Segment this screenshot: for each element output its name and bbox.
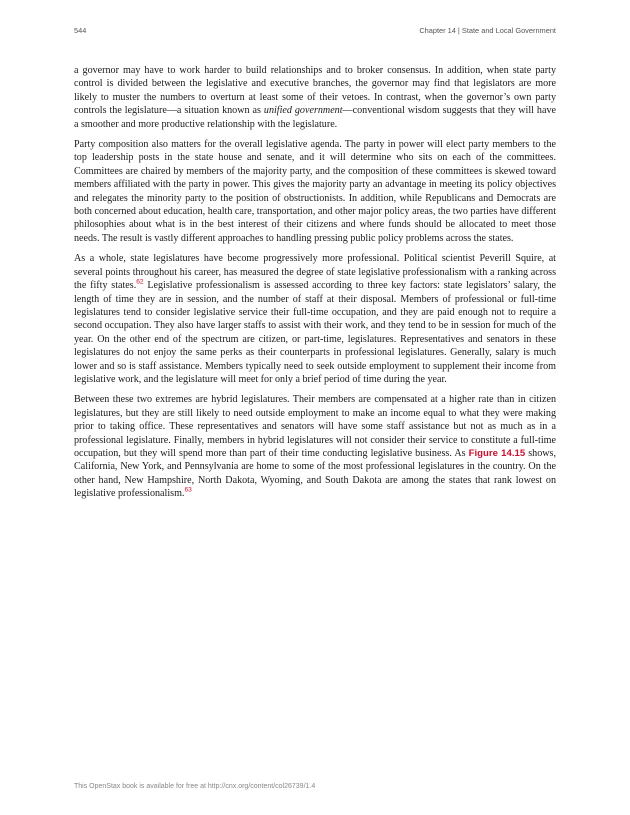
body-text (74, 64, 556, 508)
paragraph-1-text-a: a governor may have to work harder to build relationships and to broker consensus. In addition, when state party control is divided between the legislative and executive branches, the governor may find that legislators are more likely to muster the numbers to overturn at least some of their vetoes. In contrast, when the governor’s own party controls the legislature—a situation known as (74, 65, 556, 117)
paragraph-3-text-b: Legislative professionalism is assessed according to three key factors: state legislators’ salary, the length of time they are in session, and the number of staff at their disposal. Members of professional or full-time legislatures tend to consider legislative service their full-time occupation, and they are paid enough not to require a second occupation. They also have larger staffs to assist with their work, and they tend to be in session for much of the year. On the other end of the spectrum are citizen, or part-time, legislatures. Representatives and senators in these legislatures do not enjoy the same perks as their counterparts in professional legislatures. Generally, salary is much lower and so is staff assistance. Members typically need to seek outside employment to supplement their income from legislative work, and the legislature will meet for only a brief period of time during the year. (74, 280, 556, 385)
chapter-title: Chapter 14 | State and Local Government (419, 26, 556, 35)
paragraph-3 (74, 252, 556, 386)
paragraph-1-text-b: —conventional wisdom suggests that they will have a smoother and more productive relationship with the legislature. (74, 105, 556, 130)
page-number: 544 (74, 26, 87, 35)
page-footer: This OpenStax book is available for free at http://cnx.org/content/col26739/1.4 (74, 783, 316, 790)
running-header (74, 26, 556, 38)
footnote-link-63[interactable]: 63 (184, 486, 192, 494)
figure-link[interactable]: Figure 14.15 (468, 447, 526, 459)
paragraph-4-text-b: shows, California, New York, and Pennsylvania are home to some of the most professional legislatures in the country. On the other hand, New Hampshire, North Dakota, Wyoming, and South Dakota are among the states that rank lowest on legislative professionalism. (74, 447, 556, 500)
paragraph-4 (74, 393, 556, 500)
footnote-link-62[interactable]: 62 (136, 278, 144, 286)
paragraph-4-text-a: Between these two extremes are hybrid legislatures. Their members are compensated at a higher rate than in citizen legislatures, but they are still likely to need outside employment to make an income equal to what they were making prior to taking office. These representatives and senators will have some staff assistance but not as much as in a professional legislature. Finally, members in hybrid legislatures will not consider their service to constitute a full-time occupation, but they will spend more than part of their time conducting legislative business. As (74, 394, 556, 459)
paragraph-3-text-a: As a whole, state legislatures have become progressively more professional. Political scientist Peverill Squire, at several points throughout his career, has measured the degree of state legislative professionalism with a ranking across the fifty states. (74, 253, 556, 292)
paragraph-2: Party composition also matters for the overall legislative agenda. The party in power will elect party members to the top leadership posts in the state house and senate, and it will determine who sits on each of the committees. Committees are chaired by members of the majority party, and the composition of these committees is skewed toward members affiliated with the party in power. This gives the majority party an advantage in meeting its policy objectives and relegates the minority party to the position of obstructionists. In addition, while Republicans and Democrats are both concerned about education, health care, transportation, and other major policy areas, the two parties have different philosophies about what is in the best interest of their citizens and where funds should be allocated to meet those needs. The result is vastly different approaches to handling pressing public policy problems across the states. (74, 139, 556, 244)
paragraph-1 (74, 64, 556, 131)
key-term-unified-government: unified government (263, 105, 343, 117)
